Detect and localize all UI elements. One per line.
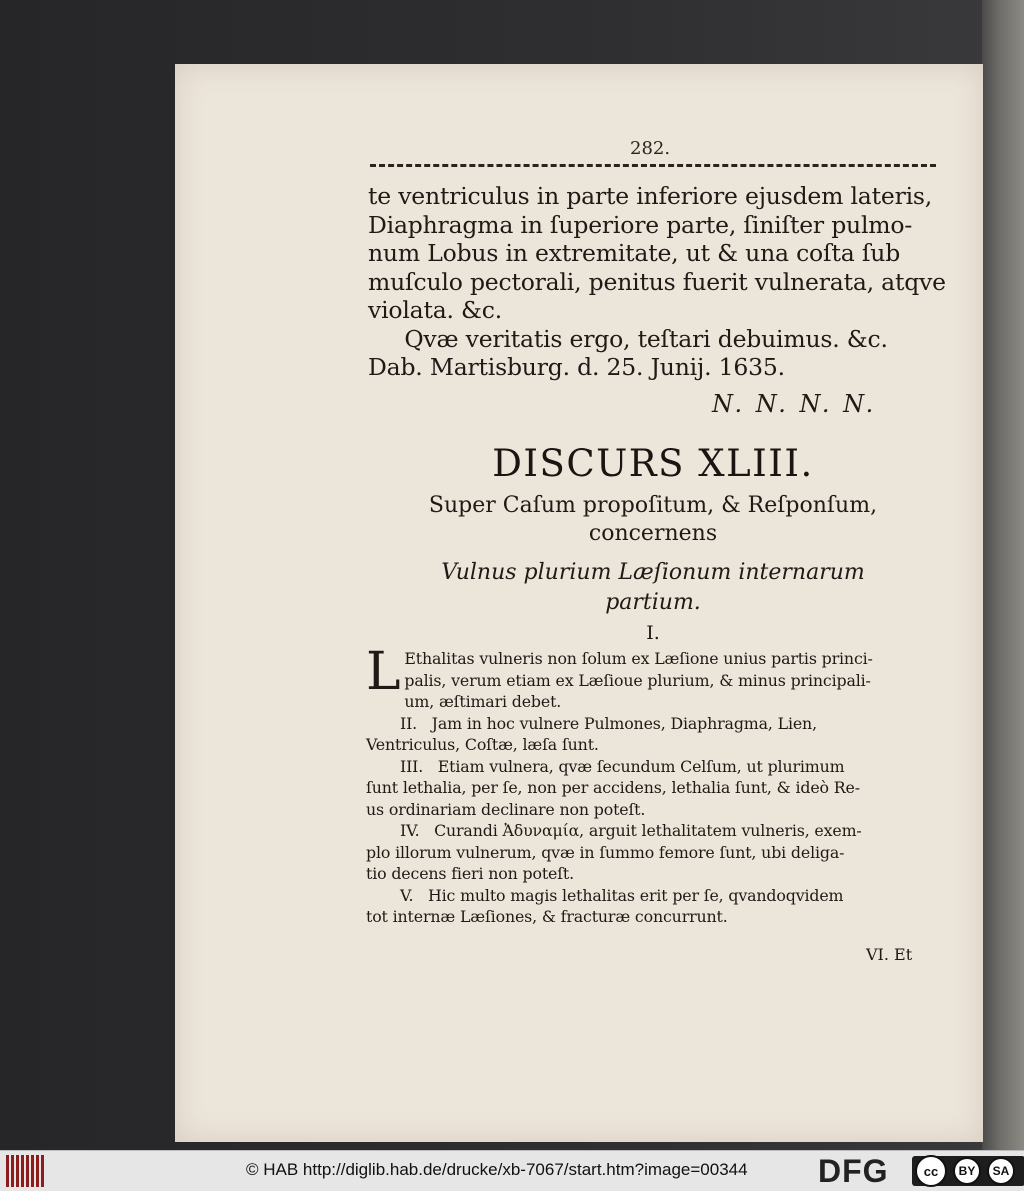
paragraph-line: tot internæ Læſiones, & fracturæ concurrunt. (366, 907, 728, 926)
dfg-logo[interactable]: DFG (818, 1153, 889, 1189)
by-icon: BY (953, 1157, 981, 1185)
paragraph-line: IV. Curandi Ἀδυναμία, arguit lethalitatem vulneris, exem- (400, 821, 862, 840)
paragraph-line: plo illorum vulnerum, qvæ in ſummo femore ſunt, ubi deliga- (366, 842, 845, 862)
body-line: Dab. Martisburg. d. 25. Junij. 1635. (368, 353, 785, 381)
source-url-link[interactable]: © HAB http://diglib.hab.de/drucke/xb-7067/start.htm?image=00344 (246, 1160, 748, 1179)
italic-title-line: Vulnus plurium Læſionum internarum (441, 560, 865, 585)
body-line: Qvæ veritatis ergo, teſtari debuimus. &c. (368, 324, 888, 353)
body-line: muſculo pectorali, penitus fuerit vulnerata, atqve (368, 267, 946, 296)
body-line: violata. &c. (368, 296, 503, 324)
paragraph-line: us ordinariam declinare non poteſt. (366, 799, 646, 819)
paragraph-line: II. Jam in hoc vulnere Pulmones, Diaphragma, Lien, (400, 713, 817, 733)
paragraph-2 (366, 713, 938, 756)
body-text (368, 182, 946, 382)
section-number: I. (646, 622, 660, 644)
paragraph-line: III. Etiam vulnera, qvæ ſecundum Celſum, ut plurimum (400, 756, 845, 776)
paragraph-3 (366, 756, 938, 821)
paragraph-4 (366, 820, 938, 885)
hab-logo-icon[interactable] (6, 1155, 48, 1187)
page-number: 282. (630, 138, 671, 159)
body-line: num Lobus in extremitate, ut & una coſta ſub (368, 239, 901, 267)
header-rule (370, 164, 936, 167)
paragraph-line: Ethalitas vulneris non ſolum ex Læſione unius partis princi- (404, 649, 873, 668)
subheading-line: Super Caſum propoſitum, & Reſponſum, (428, 493, 878, 518)
body-line: te ventriculus in parte inferiore ejusdem lateris, (368, 182, 933, 210)
cc-icon: cc (915, 1155, 947, 1187)
subheading-line: concernens (588, 521, 718, 546)
paragraph-line: ſunt lethalia, per ſe, non per accidens, lethalia ſunt, & ideò Re- (366, 778, 860, 797)
creative-commons-badge[interactable] (912, 1156, 1024, 1186)
paragraph-line: um, æſtimari debet. (404, 692, 562, 711)
paragraph-line: tio decens fieri non poteſt. (366, 864, 574, 883)
drop-cap: L (366, 642, 401, 702)
subheading (368, 492, 938, 548)
italic-title (368, 558, 938, 618)
sa-icon: SA (987, 1157, 1015, 1185)
adjacent-page-edge (982, 0, 1024, 1150)
paragraph-5 (366, 885, 938, 928)
italic-title-line: partium. (605, 590, 701, 615)
catchword: VI. Et (866, 945, 913, 964)
paragraph-line: Ventriculus, Coſtæ, læſa ſunt. (366, 735, 599, 754)
paragraph-line: palis, verum etiam ex Læſioue plurium, & minus principali- (404, 670, 871, 690)
signature: N. N. N. N. (712, 390, 877, 418)
paragraph-line: V. Hic multo magis lethalitas erit per ſe, qvandoqvidem (400, 885, 844, 905)
viewer-footer (0, 1150, 1024, 1191)
discourse-heading: DISCURS XLIII. (492, 442, 814, 485)
paragraph-1 (366, 642, 938, 713)
body-line: Diaphragma in ſuperiore parte, ſiniſter pulmo- (368, 210, 913, 239)
numbered-paragraphs (366, 642, 938, 928)
